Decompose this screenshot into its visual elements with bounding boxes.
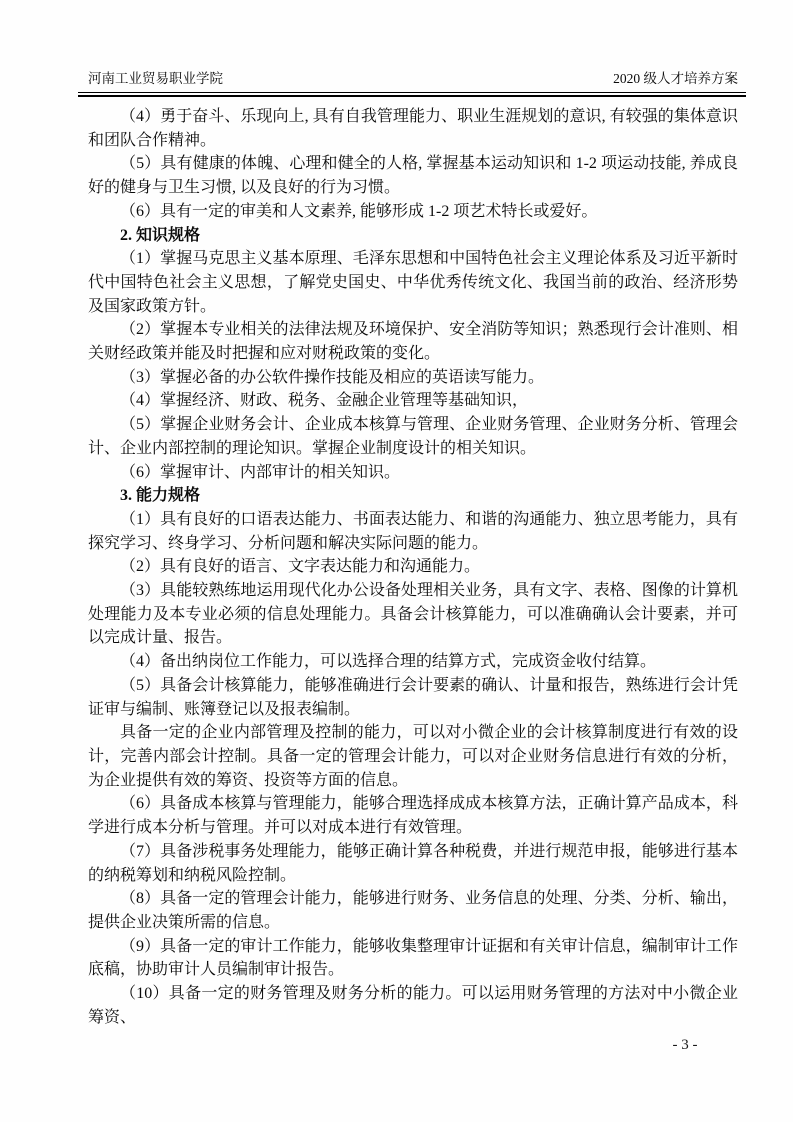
paragraph: （2）具有良好的语言、文字表达能力和沟通能力。 — [120, 558, 481, 576]
paragraph: （2）掌握本专业相关的法律法规及环境保护、安全消防等知识；熟悉现行会计准则、相关财经政策并能及时把握和应对财税政策的变化。 — [88, 321, 738, 363]
paragraph: （4）备出纳岗位工作能力，可以选择合理的结算方式，完成资金收付结算。 — [120, 653, 657, 671]
paragraph: （6）具有一定的审美和人文素养, 能够形成 1-2 项艺术特长或爱好。 — [120, 202, 598, 220]
section-heading-knowledge: 2. 知识规格 — [120, 226, 201, 244]
paragraph: （5）具有健康的体魄、心理和健全的人格, 掌握基本运动知识和 1-2 项运动技能, 养成良好的健身与卫生习惯, 以及良好的行为习惯。 — [88, 155, 738, 197]
paragraph: 具备一定的企业内部管理及控制的能力，可以对小微企业的会计核算制度进行有效的设计，完善内部会计控制。具备一定的管理会计能力，可以对企业财务信息进行有效的分析，为企业提供有效的筹资、投资等方面的信息。 — [88, 724, 738, 789]
paragraph: （4）勇于奋斗、乐现向上, 具有自我管理能力、职业生涯规划的意识, 有较强的集体意识和团队合作精神。 — [88, 108, 738, 149]
header-divider-line — [78, 92, 746, 97]
header-school-name: 河南工业贸易职业学院 — [88, 71, 223, 86]
paragraph: （8）具备一定的管理会计能力，能够进行财务、业务信息的处理、分类、分析、输出，提供企业决策所需的信息。 — [88, 890, 738, 931]
paragraph: （4）掌握经济、财政、税务、金融企业管理等基础知识， — [120, 392, 529, 410]
paragraph: （3）掌握必备的办公软件操作技能及相应的英语读写能力。 — [120, 368, 545, 386]
header-document-title: 2020 级人才培养方案 — [613, 71, 738, 86]
paragraph: （10）具备一定的财务管理及财务分析的能力。可以运用财务管理的方法对中小微企业筹资、 — [88, 985, 738, 1026]
paragraph: （7）具备涉税事务处理能力，能够正确计算各种税费，并进行规范申报，能够进行基本的纳税筹划和纳税风险控制。 — [88, 842, 738, 884]
paragraph: （1）具有良好的口语表达能力、书面表达能力、和谐的沟通能力、独立思考能力，具有探究学习、终身学习、分析问题和解决实际问题的能力。 — [88, 510, 738, 552]
page-number: - 3 - — [672, 1037, 698, 1053]
page-header — [88, 71, 738, 87]
paragraph: （3）具能较熟练地运用现代化办公设备处理相关业务，具有文字、表格、图像的计算机处理能力及本专业必须的信息处理能力。具备会计核算能力，可以准确确认会计要素，并可以完成计量、报告。 — [88, 582, 738, 647]
paragraph: （5）具备会计核算能力，能够准确进行会计要素的确认、计量和报告，熟练进行会计凭证审与编制、账簿登记以及报表编制。 — [88, 676, 738, 718]
section-heading-ability: 3. 能力规格 — [120, 487, 201, 505]
paragraph: （5）掌握企业财务会计、企业成本核算与管理、企业财务管理、企业财务分析、管理会计、企业内部控制的理论知识。掌握企业制度设计的相关知识。 — [88, 416, 738, 457]
paragraph: （6）掌握审计、内部审计的相关知识。 — [120, 463, 401, 481]
paragraph: （1）掌握马克思主义基本原理、毛泽东思想和中国特色社会主义理论体系及习近平新时代中国特色社会主义思想，了解党史国史、中华优秀传统文化、我国当前的政治、经济形势及国家政策方针。 — [88, 250, 738, 315]
paragraph: （6）具备成本核算与管理能力，能够合理选择成成本核算方法，正确计算产品成本，科学进行成本分析与管理。并可以对成本进行有效管理。 — [88, 795, 738, 837]
document-body — [88, 105, 738, 1029]
paragraph: （9）具备一定的审计工作能力，能够收集整理审计证据和有关审计信息，编制审计工作底稿，协助审计人员编制审计报告。 — [88, 937, 738, 979]
